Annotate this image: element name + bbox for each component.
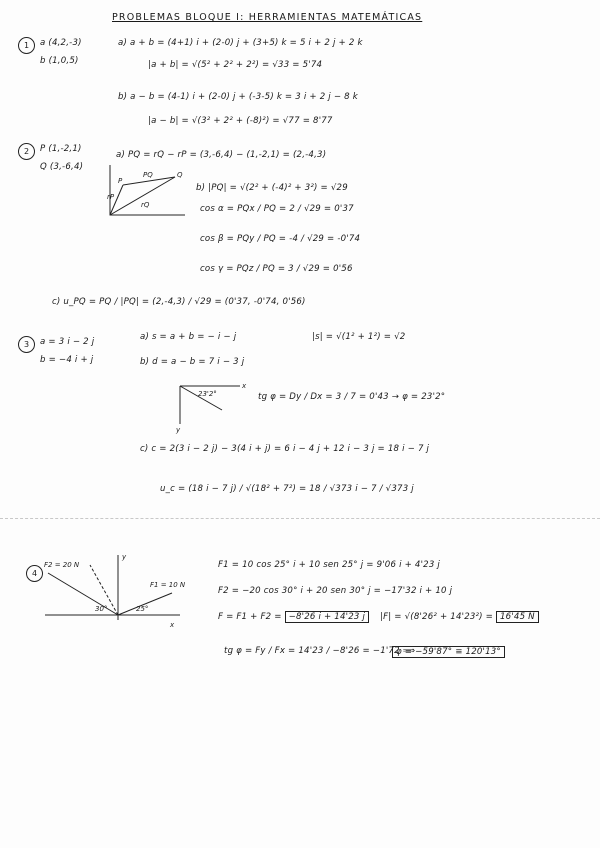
p2-pq-modulus: b) |PQ| = √(2² + (-4)² + 3²) = √29 xyxy=(196,183,348,193)
p2-fig-label-pq: PQ xyxy=(143,171,153,179)
p1-given-a: a (4,2,-3) xyxy=(40,38,82,48)
p4-f2: F2 = −20 cos 30° i + 20 sen 30° j = −17'32 i + 10 j xyxy=(218,586,453,596)
p4-f1: F1 = 10 cos 25° i + 10 sen 25° j = 9'06 i + 4'23 j xyxy=(218,560,441,570)
p3-fig-y-label: y xyxy=(176,426,181,434)
p3-given-a: a = 3 i − 2 j xyxy=(40,337,95,347)
p3-fig-x-label: x xyxy=(242,382,247,390)
p3-given-b: b = −4 i + j xyxy=(40,355,94,365)
p2-given-p: P (1,-2,1) xyxy=(40,144,82,154)
p3-sum-modulus: |s| = √(1² + 1²) = √2 xyxy=(312,332,406,342)
p4-resultant-line xyxy=(218,612,369,622)
p1-given-b: b (1,0,5) xyxy=(40,56,79,66)
p4-fig-angle-30: 30° xyxy=(95,605,108,613)
p2-pq-vector: a) PQ = rQ − rP = (3,-6,4) − (1,-2,1) = (2,-4,3) xyxy=(116,150,327,160)
p4-resultant-label: F = F1 + F2 = xyxy=(218,612,282,622)
p3-fig-angle: 23'2° xyxy=(198,390,217,398)
p4-fig-angle-25: 25° xyxy=(136,605,149,613)
p4-fig-x-label: x xyxy=(170,621,175,629)
p2-fig-label-rq: rQ xyxy=(141,201,150,209)
p1-sum: a) a + b = (4+1) i + (2-0) j + (3+5) k = 5 i + 2 j + 2 k xyxy=(118,38,363,48)
p4-resultant-value: −8'26 i + 14'23 j xyxy=(285,611,370,623)
p1-difference: b) a − b = (4-1) i + (2-0) j + (-3-5) k = 3 i + 2 j − 8 k xyxy=(118,92,358,102)
p2-fig-label-q: Q xyxy=(177,171,183,179)
p4-angle-result: φ = −59'87° ≡ 120'13° xyxy=(392,646,505,658)
p4-fig-f2-label: F2 = 20 N xyxy=(44,561,80,569)
p3-c-vector: c) c = 2(3 i − 2 j) − 3(4 i + j) = 6 i − 4 j + 12 i − 3 j = 18 i − 7 j xyxy=(140,444,430,454)
p4-fig-y-label: y xyxy=(122,553,127,561)
problem-4-number: 4 xyxy=(26,565,43,582)
p3-sum: a) s = a + b = − i − j xyxy=(140,332,237,342)
problem-1-number: 1 xyxy=(18,37,35,54)
p2-vector-figure xyxy=(105,165,190,220)
p4-fig-f1-label: F1 = 10 N xyxy=(150,581,186,589)
p4-force-figure xyxy=(40,555,190,630)
p3-angle: tg φ = Dy / Dx = 3 / 7 = 0'43 → φ = 23'2° xyxy=(258,392,446,402)
p4-modulus-line xyxy=(380,612,539,622)
p2-fig-label-p: P xyxy=(118,177,123,185)
p4-modulus-value: 16'45 N xyxy=(496,611,539,623)
problem-3-number: 3 xyxy=(18,336,35,353)
p2-cos-alpha: cos α = PQx / PQ = 2 / √29 = 0'37 xyxy=(200,204,354,214)
section-separator xyxy=(0,518,600,519)
p1-sum-modulus: |a + b| = √(5² + 2² + 2²) = √33 = 5'74 xyxy=(148,60,323,70)
p3-difference: b) d = a − b = 7 i − 3 j xyxy=(140,357,245,367)
p4-angle-calc: tg φ = Fy / Fx = 14'23 / −8'26 = −1'72 ⟹ xyxy=(224,646,416,656)
p3-unit-c: u_c = (18 i − 7 j) / √(18² + 7²) = 18 / √373 i − 7 / √373 j xyxy=(160,484,414,494)
p4-modulus-label: |F| = √(8'26² + 14'23²) = xyxy=(380,612,494,622)
p2-fig-label-rp: rP xyxy=(107,193,115,201)
p4-fig-f2 xyxy=(48,573,118,615)
p2-cos-beta: cos β = PQy / PQ = -4 / √29 = -0'74 xyxy=(200,234,361,244)
p1-difference-modulus: |a − b| = √(3² + 2² + (-8)²) = √77 = 8'77 xyxy=(148,116,333,126)
p3-vector-figure xyxy=(176,380,248,434)
p2-given-q: Q (3,-6,4) xyxy=(40,162,84,172)
problem-2-number: 2 xyxy=(18,143,35,160)
page-title: PROBLEMAS BLOQUE I: HERRAMIENTAS MATEMÁTICAS xyxy=(112,12,423,23)
p2-unit-vector: c) u_PQ = PQ / |PQ| = (2,-4,3) / √29 = (0'37, -0'74, 0'56) xyxy=(52,297,306,307)
p2-cos-gamma: cos γ = PQz / PQ = 3 / √29 = 0'56 xyxy=(200,264,353,274)
